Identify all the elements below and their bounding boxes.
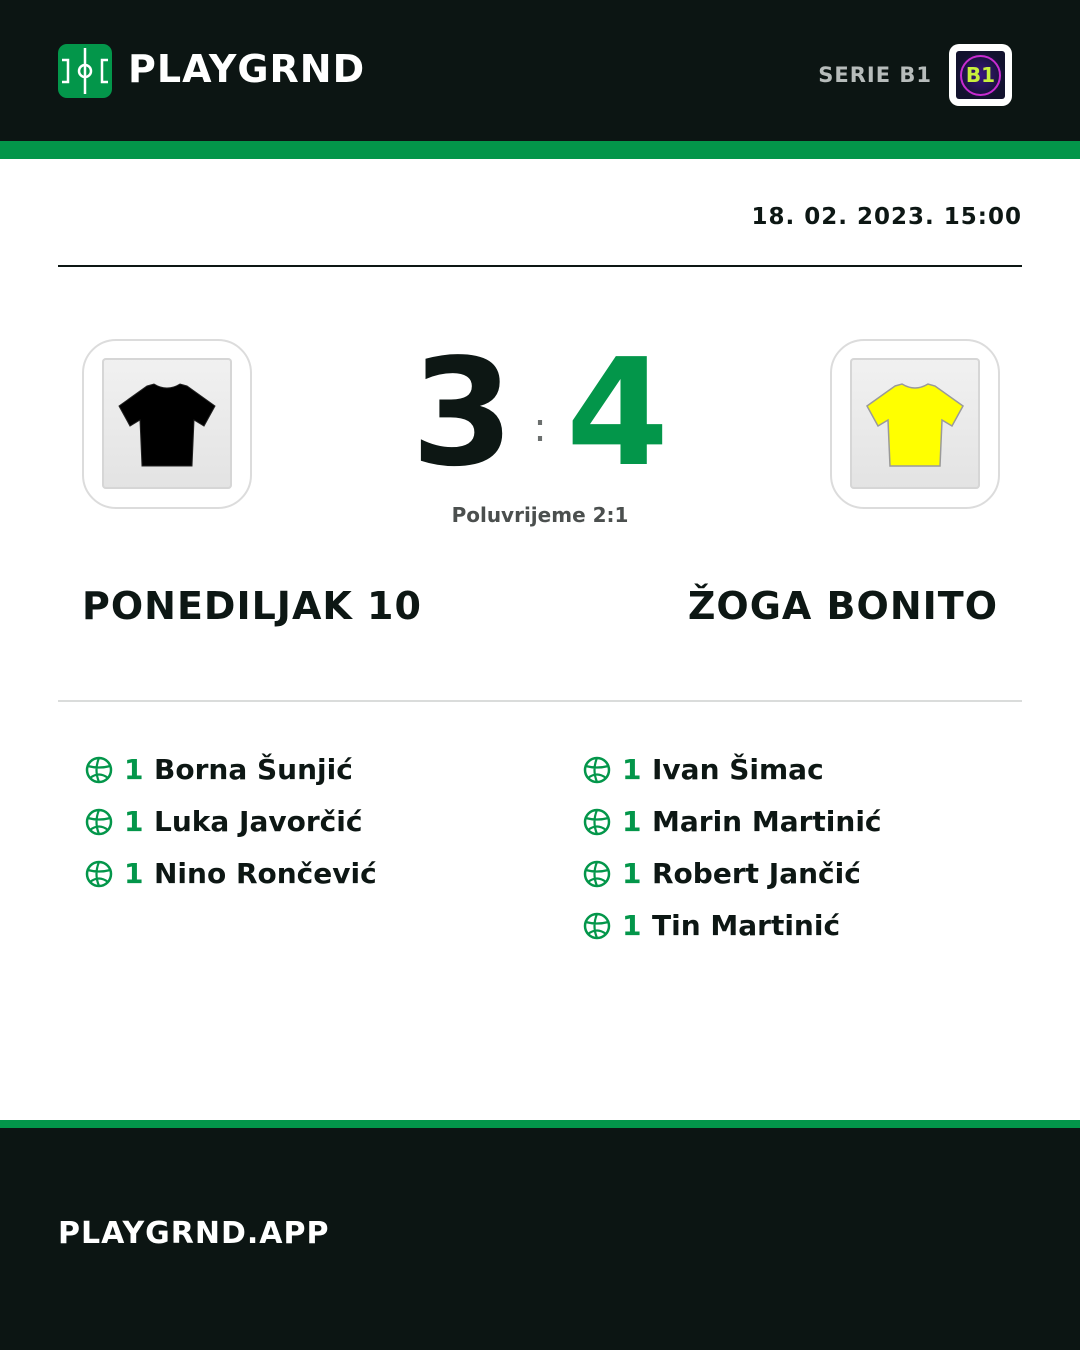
header-accent-stripe: [0, 141, 1080, 159]
scorer-goals: 1: [124, 805, 144, 838]
home-team-name[interactable]: PONEDILJAK 10: [82, 584, 422, 628]
away-shirt-icon: [850, 358, 980, 489]
ball-icon: [582, 911, 612, 941]
ball-icon: [84, 807, 114, 837]
scorer-name: Borna Šunjić: [154, 753, 353, 786]
scorer-goals: 1: [622, 753, 642, 786]
scorer-name: Nino Rončević: [154, 857, 377, 890]
scorer-goals: 1: [124, 857, 144, 890]
footer-url-link[interactable]: PLAYGRND.APP: [58, 1216, 330, 1251]
away-score: 4: [566, 327, 669, 499]
home-score: 3: [411, 327, 514, 499]
scorer-name: Luka Javorčić: [154, 805, 363, 838]
ball-icon: [84, 859, 114, 889]
league-badge: [949, 44, 1012, 106]
pitch-icon: [58, 44, 112, 98]
league-badge-image: [956, 51, 1005, 99]
scorer-name: Robert Jančić: [652, 857, 861, 890]
footer-accent-stripe: [0, 1120, 1080, 1128]
scorer-name: Ivan Šimac: [652, 753, 824, 786]
halftime-score: Poluvrijeme 2:1: [451, 503, 629, 527]
scorer-name: Tin Martinić: [652, 909, 841, 942]
score-separator: :: [533, 405, 547, 451]
ball-icon: [582, 755, 612, 785]
league-name: SERIE B1: [818, 63, 932, 87]
away-team-kit: [830, 339, 1000, 509]
away-team-name[interactable]: ŽOGA BONITO: [687, 584, 998, 628]
brand-name[interactable]: PLAYGRND: [128, 47, 366, 91]
scorer-goals: 1: [622, 909, 642, 942]
league-badge-text: B1: [965, 63, 996, 87]
date-divider: [58, 265, 1022, 267]
app-header: [0, 0, 1080, 141]
scorer-goals: 1: [622, 857, 642, 890]
scorer-name: Marin Martinić: [652, 805, 882, 838]
scorers-divider: [58, 700, 1022, 702]
home-shirt-icon: [102, 358, 232, 489]
scorer-goals: 1: [622, 805, 642, 838]
ball-icon: [582, 807, 612, 837]
match-datetime: 18. 02. 2023. 15:00: [751, 204, 1022, 230]
scorer-goals: 1: [124, 753, 144, 786]
ball-icon: [84, 755, 114, 785]
home-team-kit: [82, 339, 252, 509]
ball-icon: [582, 859, 612, 889]
